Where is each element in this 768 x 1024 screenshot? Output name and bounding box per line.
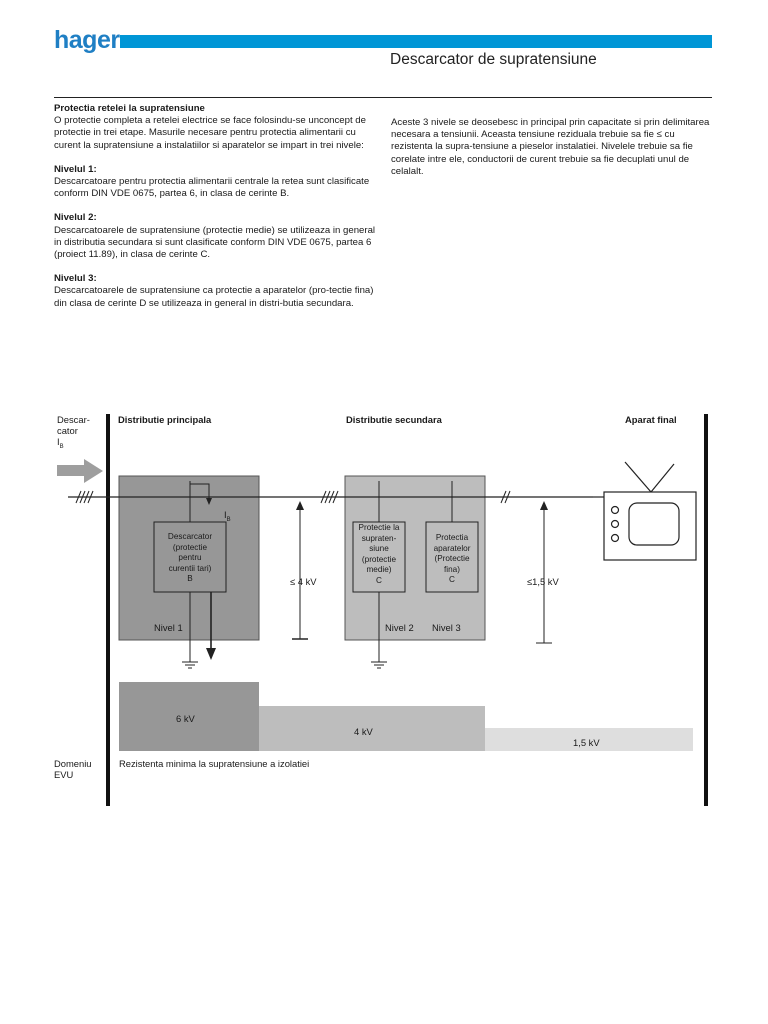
level1-label: Nivel 1 [154, 622, 183, 633]
voltage-indicator-2-head [540, 501, 548, 510]
document-title: Descarcator de supratensiune [390, 51, 597, 68]
descarcator-label: Descar- cator $I_B$ [57, 414, 90, 450]
level1-title: Nivelul 1: [54, 163, 97, 175]
current-arrow-out-head [206, 648, 216, 660]
zone-secondary-distribution: Distributie secundara [346, 414, 442, 425]
ground-symbol-1 [182, 662, 198, 668]
descarcator-box-label: Descarcator (protectie pentru curentii tari) B [167, 532, 213, 583]
intro-paragraph: O protectie completa a retelei electrice se face folosindu-se unconcept de protectie in trei etape. Masurile necesare pentru protectia alimentarii cu curent la supratensiune a instalatiilor si aparatelor se impart in trei nivele: [54, 115, 366, 151]
bar-1-5kv-label: 1,5 kV [573, 737, 600, 748]
level2-title: Nivelul 2: [54, 212, 97, 224]
tv-icon [593, 462, 696, 560]
incoming-arrow-head [84, 459, 103, 483]
incoming-arrow-body [57, 465, 84, 476]
level3-title: Nivelul 3: [54, 273, 97, 285]
bar-4kv-label: 4 kV [354, 726, 373, 737]
insulation-resistance-label: Rezistenta minima la supratensiune a izolatiei [119, 758, 310, 769]
medium-protection-label: Protectie la supraten- siune (protectie medie) C [358, 523, 400, 585]
right-separator [704, 414, 708, 806]
ground-symbol-2 [371, 662, 387, 668]
current-label: $I_B$ [224, 509, 231, 523]
section-title: Protectia retelei la supratensiune [54, 103, 205, 114]
level3-label: Nivel 3 [432, 622, 461, 633]
zone-main-distribution: Distributie principala [118, 414, 212, 425]
voltage-indicator-1-head [296, 501, 304, 510]
zone-final-device: Aparat final [625, 414, 677, 425]
level3-text: Descarcatoarele de supratensiune ca protectie a aparatelor (pro-tectie fina) din clasa de cerinte D se utilizeaza in general in distri-butia secundara. [54, 285, 374, 309]
left-separator [106, 414, 110, 806]
voltage-limit-1-5kv: ≤1,5 kV [527, 576, 559, 587]
domain-evu-label: Domeniu EVU [54, 758, 92, 780]
fine-protection-label: Protectia aparatelor (Protectie fina) C [433, 533, 471, 584]
hager-logo: hager [54, 26, 120, 54]
level2-label: Nivel 2 [385, 622, 414, 633]
bar-6kv-label: 6 kV [176, 713, 195, 724]
voltage-limit-4kv: ≤ 4 kV [290, 576, 317, 587]
level1-text: Descarcatoare pentru protectia alimentarii centrale la retea sunt clasificate conform DIN VDE 0675, partea 6, in clasa de cerinte B. [54, 176, 370, 200]
level2-text: Descarcatoarele de supratensiune (protectie medie) se utilizeaza in general in distributia secundara si sunt clasificate conform DIN VDE 0675, partea 6 (proiect 11.89), in clasa de cerinte C. [54, 224, 376, 261]
right-paragraph: Aceste 3 nivele se deosebesc in principal prin capacitate si prin delimitarea necesara a tensiunii. Aceasta tensiune reziduala trebuie sa fie ≤ cu rezistenta la supra-tensiune a pieselor instalatiei. Nivelele trebuie sa fie corelate intre ele, conductorii de curent trebuie sa fie decuplati unul de celalalt. [391, 117, 710, 177]
